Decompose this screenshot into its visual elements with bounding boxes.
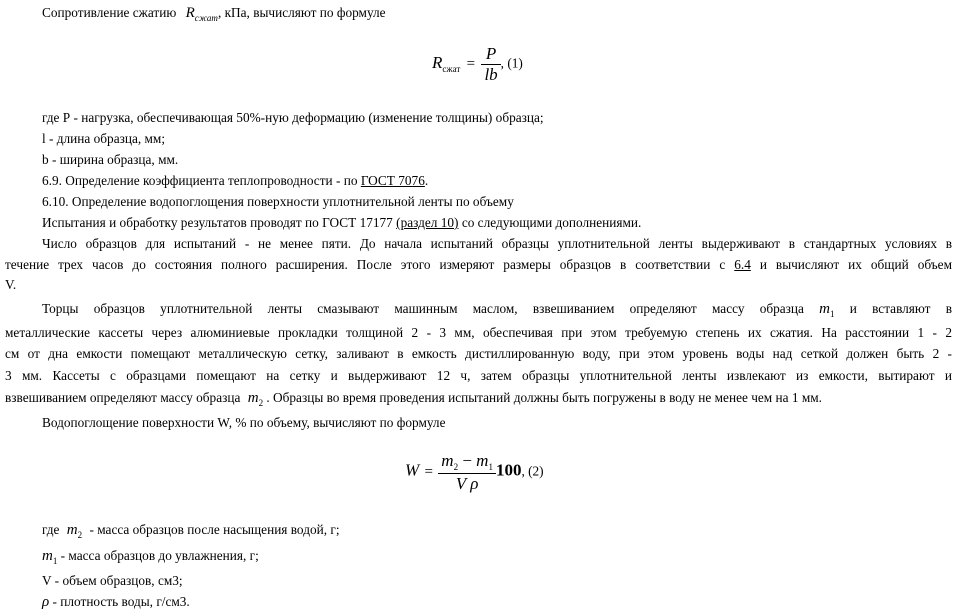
section-6-9-text: 6.9. Определение коэффициента теплопроводности - по — [42, 173, 358, 188]
water-absorption-intro: Водопоглощение поверхности W, % по объему, вычисляют по формуле — [42, 415, 446, 430]
where-density: ρ - плотность воды, г/см3. — [42, 594, 190, 610]
rho-symbol: ρ — [42, 594, 50, 610]
where-volume: V - объем образцов, см3; — [42, 573, 183, 588]
where-m1-symbol: $m_1$ — [42, 548, 58, 566]
where-m2-symbol: $m_2$ — [66, 522, 83, 540]
section-6-10-test — [42, 215, 641, 231]
formula-1-numerator: P — [481, 45, 500, 65]
formula-2-fraction — [438, 452, 496, 493]
formula-1 — [432, 45, 523, 84]
para-b-line-5: взвешиванием определяют массу образца $m_2$ . Образцы во время проведения испытаний должны быть погружены в воду не менее чем на 1 мм. — [5, 390, 822, 408]
section-6-10-test-tail: со следующими дополнениями. — [461, 215, 642, 230]
section-10-link[interactable]: (раздел 10) — [396, 215, 459, 230]
formula-1-lhs: $R_{сжат}$ — [432, 52, 461, 74]
formula-1-denominator: lb — [484, 65, 498, 84]
m1-symbol: $m_1$ — [819, 301, 835, 319]
where-m1: $m_1$ - масса образцов до увлажнения, г; — [42, 548, 259, 566]
section-6-10-test-text: Испытания и обработку результатов проводят по ГОСТ 17177 — [42, 215, 393, 230]
formula-1-equals: = — [466, 55, 476, 72]
para-a-line-1: Число образцов для испытаний - не менее пяти. До начала испытаний образцы уплотнительной ленты выдерживают в стандартных условиях в — [42, 236, 952, 251]
gost-7076-link[interactable]: ГОСТ 7076 — [360, 173, 425, 188]
compression-intro-text: Сопротивление сжатию — [42, 5, 177, 20]
formula-2-equals: = — [424, 463, 433, 480]
where-m2: где $m_2$ - масса образцов после насыщения водой, г; — [42, 522, 340, 540]
para-b-line-1: Торцы образцов уплотнительной ленты смазывают машинным маслом, взвешиванием определяют массу образца $m_1$ и вставляют в — [42, 301, 952, 319]
formula-2-numerator: $m_2 - m_1$ — [438, 452, 496, 474]
para-b-line-3: см от дна емкости помещают металлическую сетку, заливают в емкость дистиллированную воду, при этом уровень воды над сеткой должен быть 2 - — [5, 346, 952, 361]
where-load: где Р - нагрузка, обеспечивающая 50%-ную деформацию (изменение толщины) образца; — [42, 110, 544, 125]
section-6-9 — [42, 173, 428, 189]
formula-2 — [405, 452, 544, 493]
r-symbol: $R_{сжат}$ — [185, 5, 218, 23]
section-6-9-tail: . — [424, 173, 429, 188]
compression-intro-tail: , кПа, вычисляют по формуле — [217, 5, 386, 20]
formula-2-number: , (2) — [521, 463, 544, 479]
para-a-line-3: V. — [5, 277, 17, 292]
m2-symbol: $m_2$ — [247, 390, 264, 408]
para-b-line-2: металлические кассеты через алюминиевые прокладки толщиной 2 - 3 мм, обеспечивая при этом требуемую степень их сжатия. На расстоянии 1 - 2 — [5, 325, 952, 340]
section-6-10-title: 6.10. Определение водопоглощения поверхности уплотнительной ленты по объему — [42, 194, 514, 209]
section-6-4-link[interactable]: 6.4 — [734, 257, 751, 272]
para-a-line-2: течение трех часов до состояния полного расширения. После этого измеряют размеры образцов в соответствии с 6.4 и вычисляют их общий объем — [5, 257, 952, 272]
formula-2-factor: 100 — [495, 460, 522, 480]
formula-2-lhs: W — [405, 460, 420, 480]
formula-1-number: , (1) — [500, 55, 523, 71]
where-width: b - ширина образца, мм. — [42, 152, 179, 167]
formula-1-fraction — [481, 45, 500, 84]
where-length: l - длина образца, мм; — [42, 131, 166, 146]
formula-2-denominator: V ρ — [455, 474, 479, 493]
para-b-line-4: 3 мм. Кассеты с образцами помещают на сетку и выдерживают 12 ч, затем образцы уплотнительной ленты извлекают из емкости, вытирают и — [5, 368, 952, 383]
compression-intro — [42, 5, 386, 22]
